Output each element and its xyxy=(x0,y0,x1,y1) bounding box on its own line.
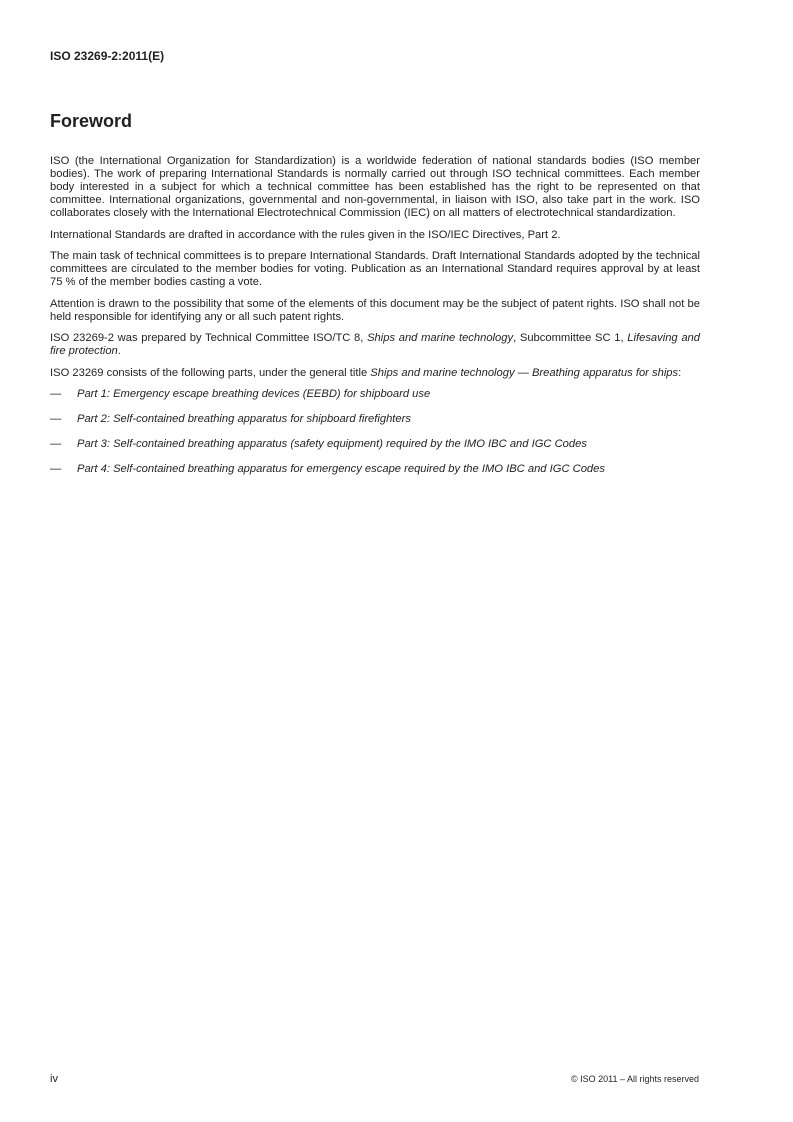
committee-title: Ships and marine technology xyxy=(367,332,514,344)
paragraph-directives: International Standards are drafted in accordance with the rules given in the ISO/IEC Directives, Part 2. xyxy=(50,228,561,241)
list-dash: — xyxy=(50,463,62,475)
list-item xyxy=(50,388,700,401)
paragraph-main-task: The main task of technical committees is to prepare International Standards. Draft International Standards adopted by the technical committees are circulated to the member bodies for voting. Publication as an International Standard requires approval by at least 75 % of the member bodies casting a vote. xyxy=(50,250,700,288)
list-dash: — xyxy=(50,438,62,450)
paragraph-patent-rights: Attention is drawn to the possibility that some of the elements of this document may be the subject of patent rights. ISO shall not be held responsible for identifying any or all such patent rights. xyxy=(50,297,700,323)
part-1-title: Part 1: Emergency escape breathing devices (EEBD) for shipboard use xyxy=(77,388,431,400)
part-3-title: Part 3: Self-contained breathing apparatus (safety equipment) required by the IMO IBC and IGC Codes xyxy=(77,438,587,450)
paragraph-iso-intro: ISO (the International Organization for Standardization) is a worldwide federation of national standards bodies (ISO member bodies). The work of preparing International Standards is normally carried out through ISO technical committees. Each member body interested in a subject for which a technical committee has been established has the right to be represented on that committee. International organizations, governmental and non-governmental, in liaison with ISO, also take part in the work. ISO collaborates closely with the International Electrotechnical Commission (IEC) on all matters of electrotechnical standardization. xyxy=(50,155,700,219)
part-2-title: Part 2: Self-contained breathing apparatus for shipboard firefighters xyxy=(77,413,411,425)
part-4-title: Part 4: Self-contained breathing apparatus for emergency escape required by the IMO IBC and IGC Codes xyxy=(77,463,605,475)
paragraph-prepared-by xyxy=(50,332,700,358)
foreword-body xyxy=(50,155,700,488)
general-title: Ships and marine technology — Breathing apparatus for ships xyxy=(370,366,679,379)
list-dash: — xyxy=(50,413,62,425)
parts-intro-text-1: ISO 23269 consists of the following parts, under the general title xyxy=(50,366,371,379)
prepared-by-text-2: , Subcommittee SC 1, xyxy=(513,332,628,344)
page-number: iv xyxy=(50,1073,58,1085)
page-title: Foreword xyxy=(50,111,133,131)
copyright-notice: © ISO 2011 – All rights reserved xyxy=(570,1074,699,1084)
list-dash: — xyxy=(50,388,62,400)
prepared-by-text-1: ISO 23269-2 was prepared by Technical Committee ISO/TC 8, xyxy=(50,332,368,344)
prepared-by-text-3: . xyxy=(117,345,121,357)
paragraph-parts-intro xyxy=(50,367,700,380)
document-id: ISO 23269-2:2011(E) xyxy=(50,49,165,63)
list-item xyxy=(50,463,700,476)
parts-list xyxy=(50,388,700,476)
parts-intro-text-2: : xyxy=(678,366,682,379)
list-item xyxy=(50,438,700,451)
list-item xyxy=(50,413,700,426)
subcommittee-title: Lifesaving and fire protection xyxy=(50,332,701,357)
